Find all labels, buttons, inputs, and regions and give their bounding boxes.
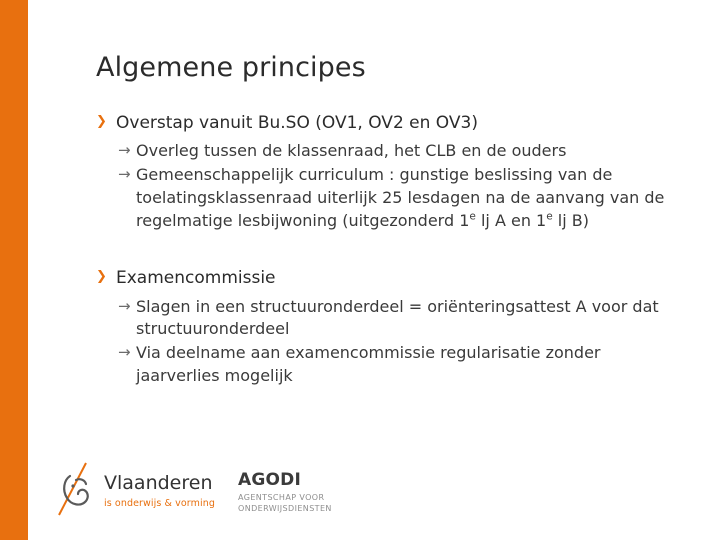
accent-bar (0, 0, 28, 540)
section-heading-label: Examencommissie (116, 268, 276, 289)
vlaanderen-lion-icon (56, 462, 100, 516)
chevron-right-icon: ❯ (96, 269, 107, 285)
section-heading (96, 112, 686, 134)
agodi-subtitle-line2: ONDERWIJSDIENSTEN (238, 504, 332, 513)
list-item (96, 164, 686, 232)
vlaanderen-logo (56, 460, 224, 522)
section-heading (96, 267, 686, 289)
list-item-label: Overleg tussen de klassenraad, het CLB en de ouders (136, 141, 567, 161)
section-gap (96, 233, 686, 267)
agodi-wordmark: AGODI (238, 470, 301, 490)
arrow-right-icon: → (118, 141, 131, 160)
list-item-label: Via deelname aan examencommissie regularisatie zonder jaarverlies mogelijk (136, 343, 601, 385)
agodi-subtitle-line1: AGENTSCHAP VOOR (238, 493, 325, 502)
list-item (96, 342, 686, 387)
sub-bullet-list (96, 140, 686, 232)
agodi-logo (238, 460, 408, 522)
body-content (96, 112, 686, 389)
arrow-right-icon: → (118, 343, 131, 362)
chevron-right-icon: ❯ (96, 114, 107, 129)
sub-bullet-list (96, 296, 686, 388)
list-item-label: Gemeenschappelijk curriculum : gunstige beslissing van de toelatingsklassenraad uiterlijk 25 lesdagen na de aanvang van de regelmatige lesbijwoning (uitgezonderd 1e lj A en 1e lj B) (136, 165, 665, 230)
vlaanderen-wordmark: Vlaanderen (104, 472, 213, 494)
section-heading-label: Overstap vanuit Bu.SO (OV1, OV2 en OV3) (116, 113, 478, 133)
section-examencommissie (96, 267, 686, 387)
vlaanderen-tagline: is onderwijs & vorming (104, 498, 215, 509)
list-item (96, 140, 686, 163)
arrow-right-icon: → (118, 165, 131, 184)
list-item (96, 296, 686, 341)
section-overstap (96, 112, 686, 232)
slide-content (96, 0, 704, 540)
list-item-label: Slagen in een structuuronderdeel = oriënteringsattest A voor dat structuuronderdeel (136, 296, 659, 339)
page-title: Algemene principes (96, 52, 366, 83)
arrow-right-icon: → (118, 296, 131, 315)
footer-logos (56, 460, 408, 522)
